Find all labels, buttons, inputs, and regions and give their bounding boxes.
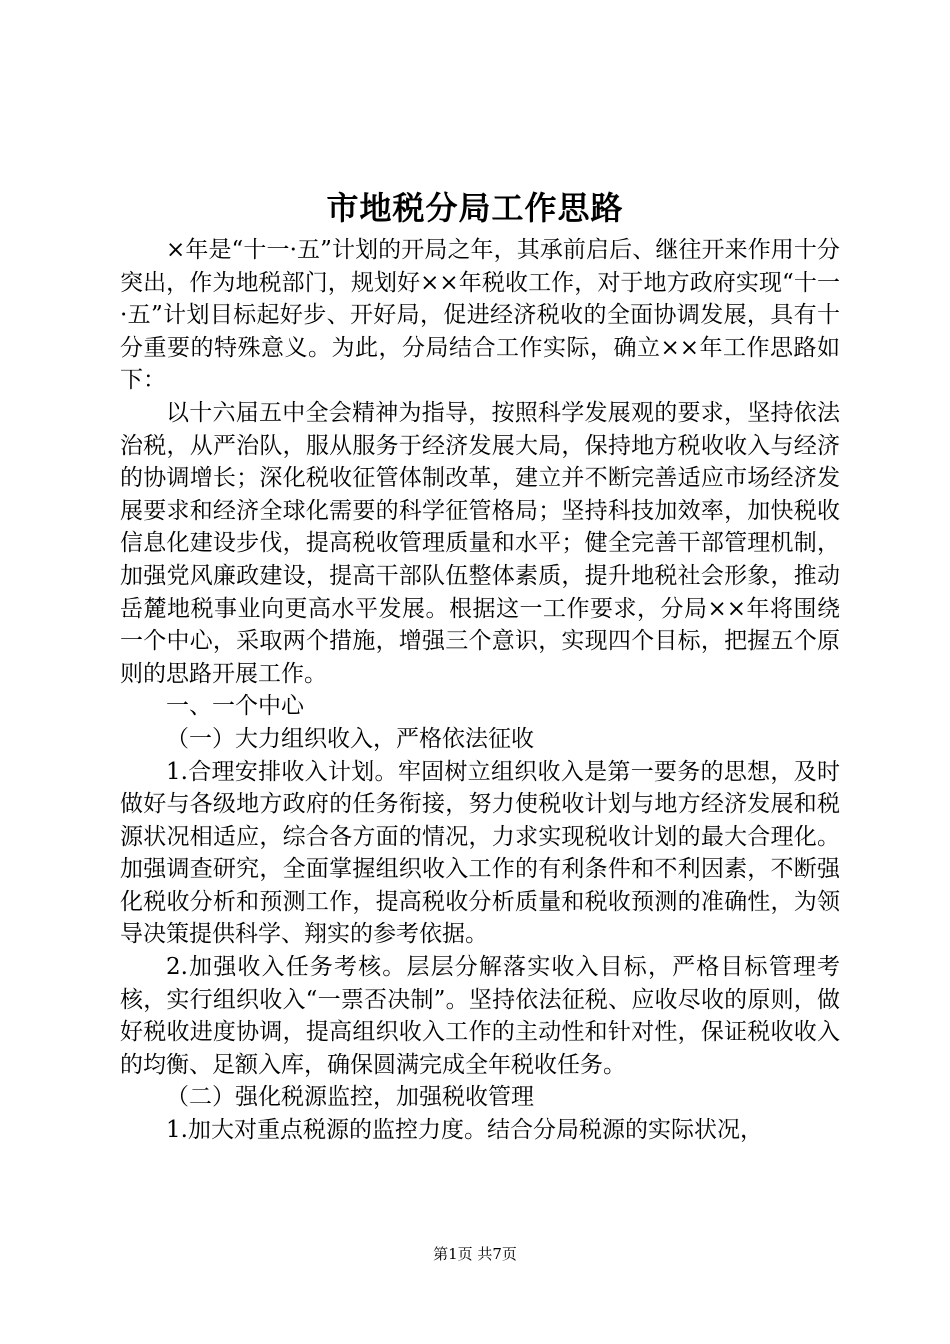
subsection-heading: （二）强化税源监控，加强税收管理: [166, 1084, 534, 1111]
document-title: 市地税分局工作思路: [326, 189, 624, 227]
paragraph: 以十六届五中全会精神为指导，按照科学发展观的要求，坚持依法治税，从严治队，服从服务于经济发展大局，保持地方税收收入与经济的协调增长；深化税收征管体制改革，建立并不断完善适应市场经济发展要求和经济全球化需要的科学征管格局；坚持科技加效率，加快税收信息化建设步伐，提高税收管理质量和水平；健全完善干部管理机制，加强党风廉政建设，提高干部队伍整体素质，提升地税社会形象，推动岳麓地税事业向更高水平发展。根据这一工作要求，分局××年将围绕一个中心，采取两个措施，增强三个意识，实现四个目标，把握五个原则的思路开展工作。: [120, 399, 840, 687]
paragraph: 2.加强收入任务考核。层层分解落实收入目标，严格目标管理考核，实行组织收入“一票否决制”。坚持依法征税、应收尽收的原则，做好税收进度协调，提高组织收入工作的主动性和针对性，保证税收收入的均衡、足额入库，确保圆满完成全年税收任务。: [120, 954, 840, 1078]
paragraph: 1.加大对重点税源的监控力度。结合分局税源的实际状况，: [166, 1117, 763, 1144]
page-footer: 第1页 共7页: [433, 1245, 517, 1263]
section-heading: 一、一个中心: [166, 693, 304, 720]
document-body: [120, 234, 840, 1147]
paragraph: ×年是“十一·五”计划的开局之年，其承前启后、继往开来作用十分突出，作为地税部门，规划好××年税收工作，对于地方政府实现“十一·五”计划目标起好步、开好局，促进经济税收的全面协调发展，具有十分重要的特殊意义。为此，分局结合工作实际，确立××年工作思路如下：: [120, 237, 840, 394]
subsection-heading: （一）大力组织收入，严格依法征收: [166, 725, 534, 752]
paragraph: 1.合理安排收入计划。牢固树立组织收入是第一要务的思想，及时做好与各级地方政府的任务衔接，努力使税收计划与地方经济发展和税源状况相适应，综合各方面的情况，力求实现税收计划的最大合理化。加强调查研究，全面掌握组织收入工作的有利条件和不利因素，不断强化税收分析和预测工作，提高税收分析质量和税收预测的准确性，为领导决策提供科学、翔实的参考依据。: [120, 758, 840, 948]
